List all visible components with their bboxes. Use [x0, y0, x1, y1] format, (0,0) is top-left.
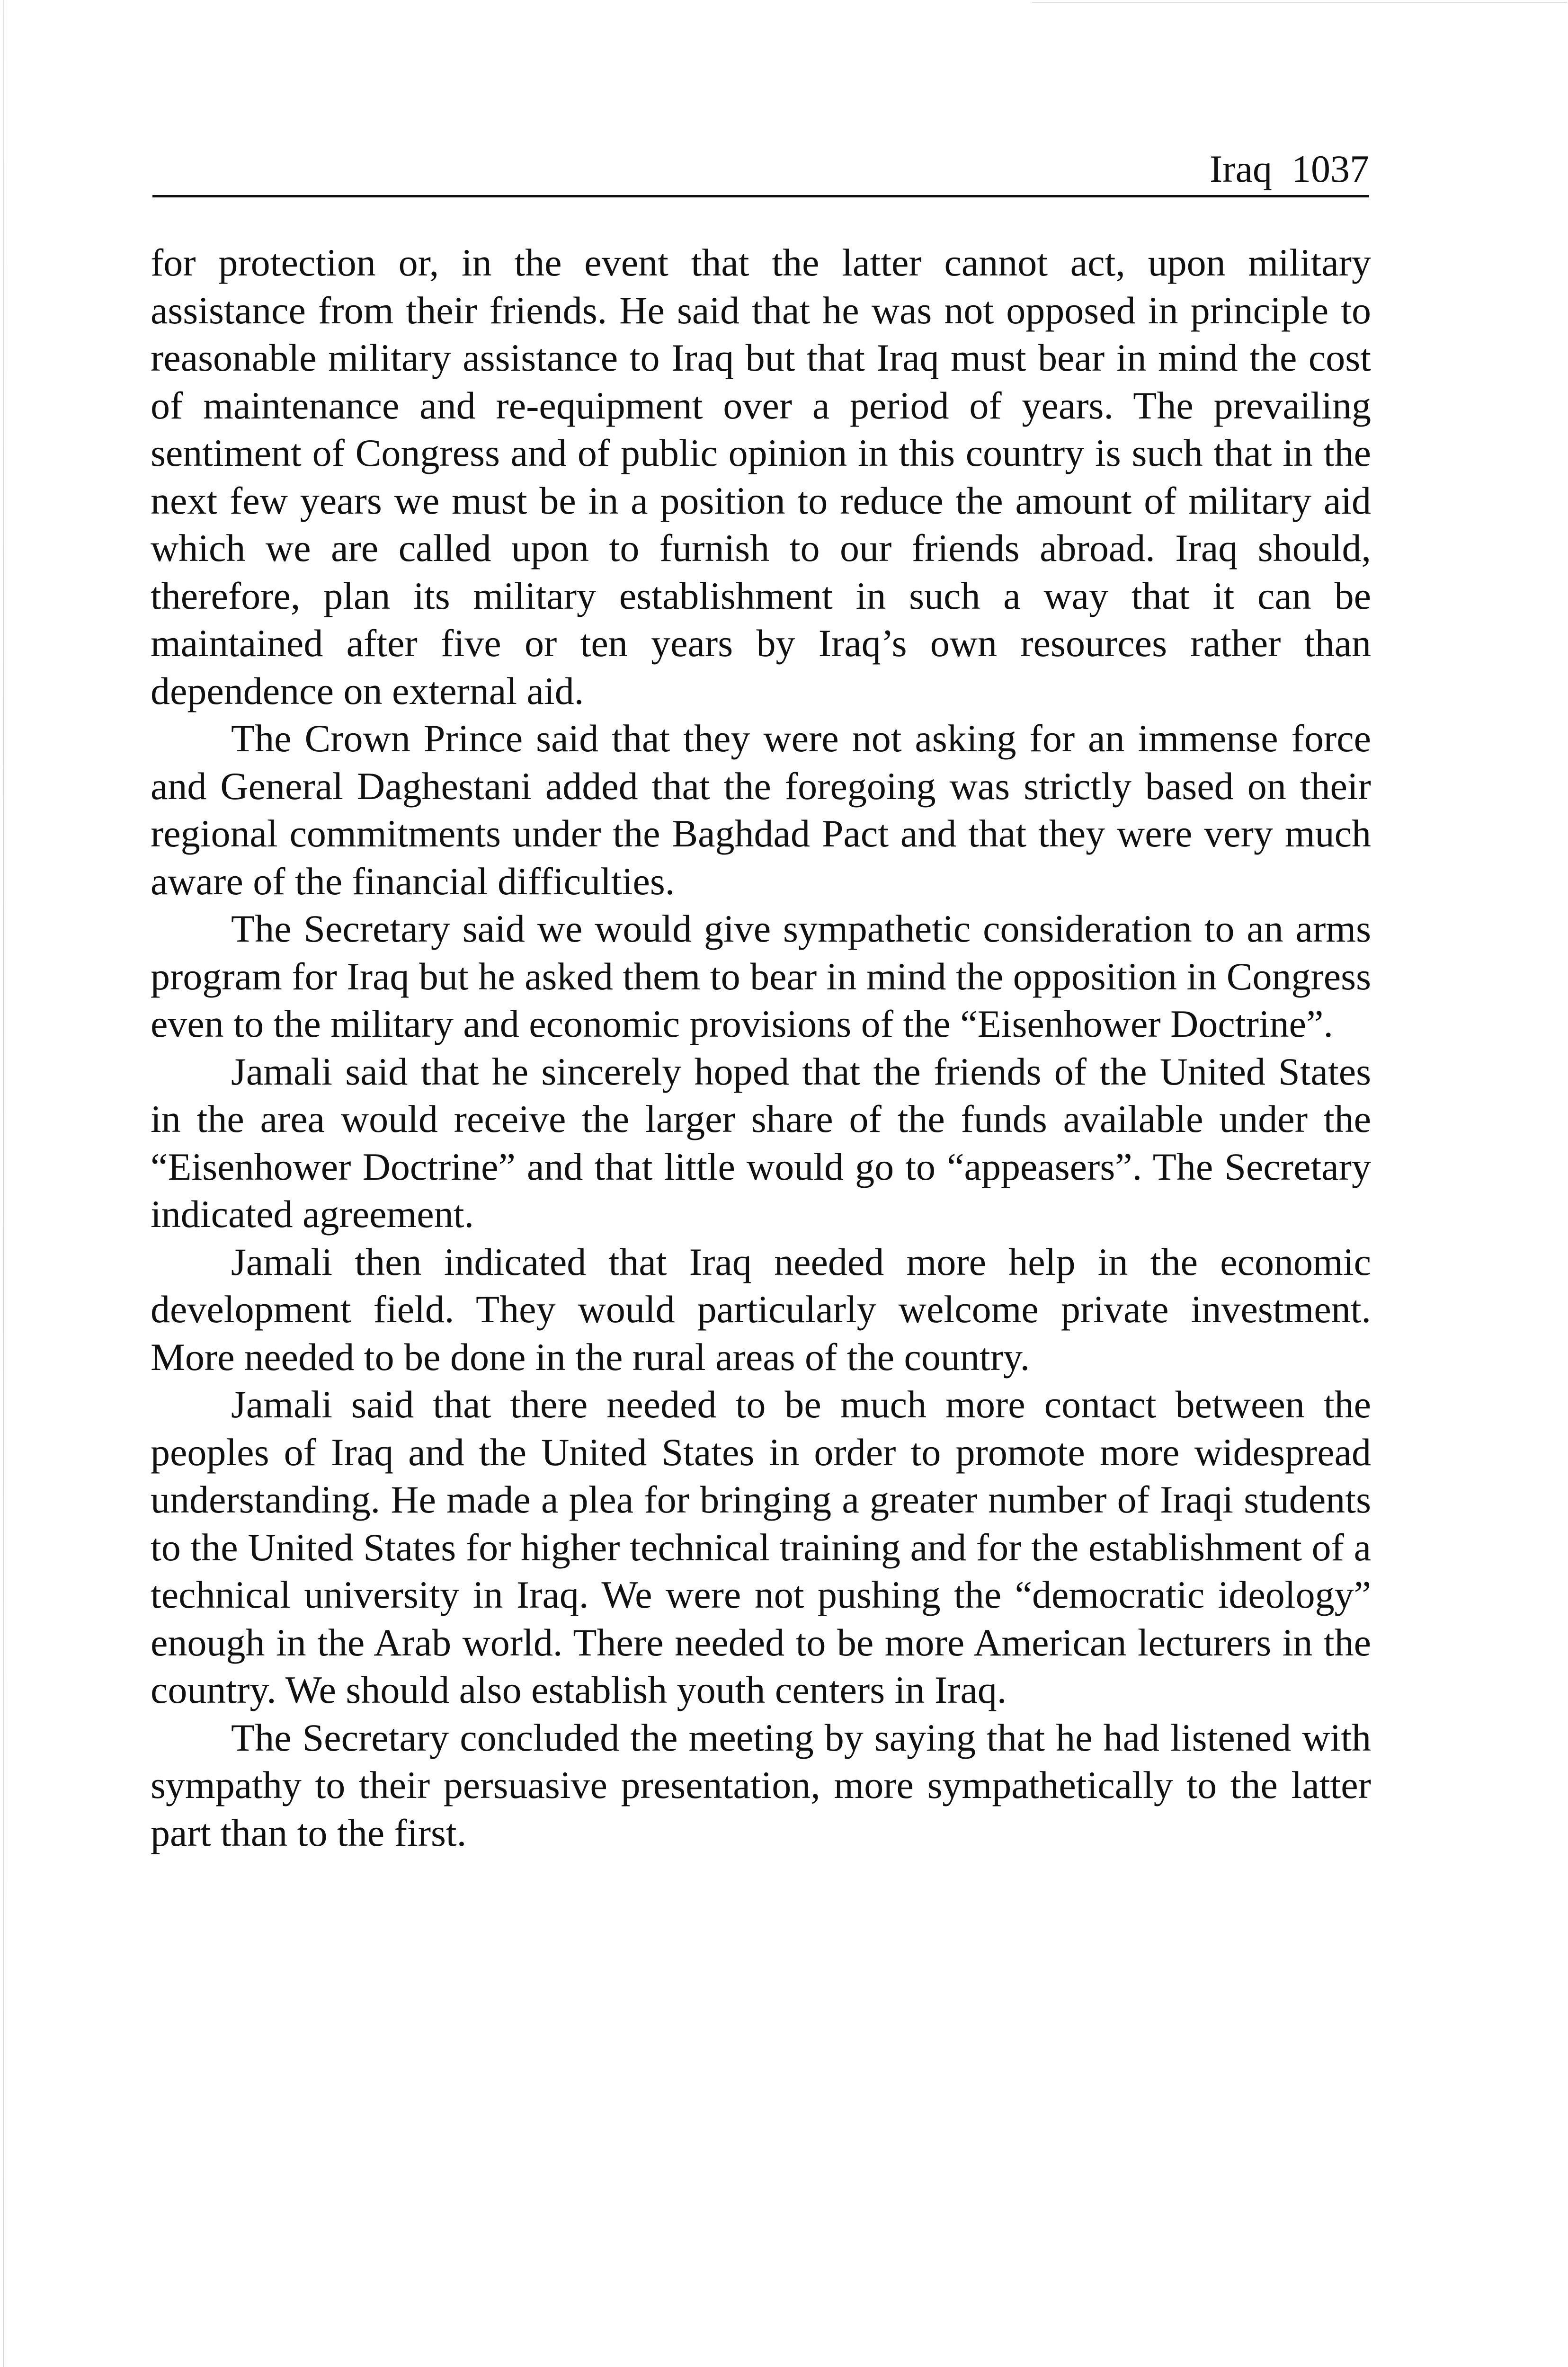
running-title: Iraq	[1209, 147, 1272, 190]
running-header	[152, 138, 1369, 197]
scan-edge-shadow	[3, 0, 4, 2367]
page-number: 1037	[1292, 147, 1369, 190]
scan-top-edge	[1032, 2, 1567, 3]
paragraph: The Secretary concluded the meeting by saying that he had listened with sympathy to their persuasive presentation, more sympathetically to the latter part than to the first.	[151, 1716, 1371, 1854]
paragraph: Jamali said that he sincerely hoped that the friends of the United States in the area would receive the larger share of the funds available under the “Eisenhower Doctrine” and that little would go to “appeasers”. The Secretary indicated agreement.	[151, 1050, 1371, 1236]
paragraph: The Crown Prince said that they were not asking for an immense force and General Daghestani added that the foregoing was strictly based on their regional commitments under the Baghdad Pact and that they were very much aware of the financial difficulties.	[151, 717, 1371, 903]
paragraph: The Secretary said we would give sympathetic consideration to an arms program for Iraq but he asked them to bear in mind the opposition in Congress even to the military and economic provisions of the “Eisenhower Doctrine”.	[151, 907, 1371, 1045]
body-text	[151, 239, 1371, 1857]
paragraph-continued: for protection or, in the event that the latter cannot act, upon military assistance from their friends. He said that he was not opposed in principle to reasonable military assistance to Iraq but that Iraq must bear in mind the cost of maintenance and re-equipment over a period of years. The prevailing sentiment of Congress and of public opinion in this country is such that in the next few years we must be in a position to reduce the amount of military aid which we are called upon to furnish to our friends abroad. Iraq should, therefore, plan its military establishment in such a way that it can be maintained after five or ten years by Iraq’s own resources rather than dependence on external aid.	[151, 241, 1371, 712]
paragraph: Jamali said that there needed to be much more contact between the peoples of Iraq and the United States in order to promote more widespread understanding. He made a plea for bringing a greater number of Iraqi students to the United States for higher technical training and for the establishment of a technical university in Iraq. We were not pushing the “democratic ideology” enough in the Arab world. There needed to be more American lecturers in the country. We should also establish youth centers in Iraq.	[151, 1383, 1371, 1711]
paragraph: Jamali then indicated that Iraq needed more help in the economic development field. They would particularly welcome private investment. More needed to be done in the rural areas of the country.	[151, 1240, 1371, 1379]
